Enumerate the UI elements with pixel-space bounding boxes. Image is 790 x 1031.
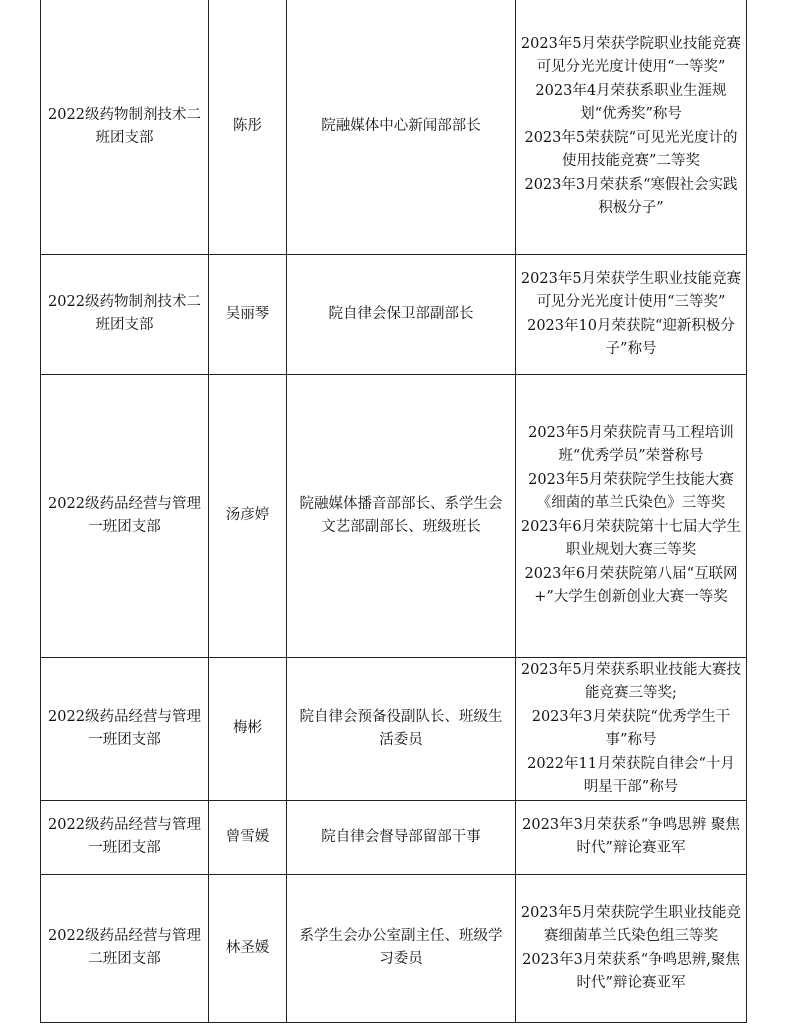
name-cell	[209, 657, 287, 800]
award-item: 2023年5月荣获系职业技能大赛技能竞赛三等奖;	[520, 661, 742, 701]
table-row	[41, 800, 747, 874]
name-cell	[209, 374, 287, 657]
position-cell	[287, 800, 516, 874]
branch-text: 2022级药品经营与管理一班团支部	[48, 495, 201, 535]
branch-cell	[41, 657, 209, 800]
award-item: 2023年6月荣获院第十七届大学生职业规划大赛三等奖	[520, 519, 742, 558]
name-cell	[209, 874, 287, 1022]
name-text: 林圣媛	[225, 939, 270, 956]
awards-cell	[516, 874, 747, 1022]
awards-cell	[516, 254, 747, 374]
awards-cell	[516, 0, 747, 254]
award-item: 2023年5荣获院“可见光光度计的使用技能竞赛”二等奖	[524, 130, 738, 170]
position-text: 系学生会办公室副主任、班级学习委员	[299, 928, 503, 967]
name-text: 曾雪媛	[225, 828, 270, 845]
branch-cell	[41, 0, 209, 254]
honors-table	[40, 0, 747, 1023]
branch-text: 2022级药品经营与管理一班团支部	[48, 817, 201, 856]
name-text: 吴丽琴	[225, 305, 270, 322]
award-item: 2023年3月荣获系“争鸣思辨,聚焦时代”辩论赛亚军	[522, 951, 740, 991]
awards-cell	[516, 657, 747, 800]
branch-text: 2022级药品经营与管理二班团支部	[48, 928, 201, 967]
award-item: 2023年5月荣获学院职业技能竞赛可见分光光度计使用“一等奖”	[520, 36, 742, 76]
award-item: 2022年11月荣获院自律会“十月明星干部”称号	[527, 755, 735, 795]
position-text: 院融媒体中心新闻部部长	[321, 118, 481, 135]
award-item: 2023年3月荣获院“优秀学生干事”称号	[531, 708, 731, 748]
branch-cell	[41, 374, 209, 657]
table-row	[41, 374, 747, 657]
position-cell	[287, 657, 516, 800]
awards-cell	[516, 374, 747, 657]
position-cell	[287, 0, 516, 254]
award-item: 2023年6月荣获院第八届“互联网+”大学生创新创业大赛一等奖	[524, 566, 738, 605]
honors-table-body	[41, 0, 747, 1022]
table-row	[41, 254, 747, 374]
position-cell	[287, 374, 516, 657]
position-text: 院融媒体播音部部长、系学生会文艺部副部长、班级班长	[299, 495, 503, 535]
award-item: 2023年5月荣获院学生职业技能竞赛细菌革兰氏染色组三等奖	[520, 904, 742, 944]
branch-text: 2022级药品经营与管理一班团支部	[48, 708, 201, 748]
award-item: 2023年3月荣获系“争鸣思辨 聚焦时代”辩论赛亚军	[522, 817, 740, 856]
position-cell	[287, 254, 516, 374]
award-item: 2023年3月荣获系“寒假社会实践积极分子”	[524, 177, 738, 217]
position-text: 院自律会督导部留部干事	[321, 828, 481, 845]
name-text: 陈彤	[233, 118, 262, 135]
name-cell	[209, 0, 287, 254]
award-item: 2023年5月荣获学生职业技能竞赛可见分光光度计使用“三等奖”	[520, 270, 742, 310]
awards-list	[516, 422, 746, 609]
branch-cell	[41, 874, 209, 1022]
awards-list	[516, 268, 746, 361]
awards-list	[516, 902, 746, 995]
awards-list	[516, 814, 746, 860]
awards-list	[516, 659, 746, 799]
branch-cell	[41, 254, 209, 374]
award-item: 2023年5月荣获院学生技能大赛《细菌的革兰氏染色》三等奖	[528, 472, 734, 511]
name-cell	[209, 254, 287, 374]
position-cell	[287, 874, 516, 1022]
name-cell	[209, 800, 287, 874]
table-row	[41, 874, 747, 1022]
awards-cell	[516, 800, 747, 874]
awards-list	[516, 33, 746, 220]
branch-text: 2022级药物制剂技术二班团支部	[48, 106, 201, 146]
branch-cell	[41, 800, 209, 874]
position-text: 院自律会预备役副队长、班级生活委员	[299, 708, 503, 748]
table-row	[41, 0, 747, 254]
award-item: 2023年4月荣获系职业生涯规划“优秀奖”称号	[535, 83, 727, 123]
position-text: 院自律会保卫部副部长	[328, 305, 474, 322]
branch-text: 2022级药物制剂技术二班团支部	[48, 294, 201, 333]
name-text: 汤彦婷	[225, 507, 270, 523]
award-item: 2023年10月荣获院“迎新积极分子”称号	[527, 317, 735, 357]
award-item: 2023年5月荣获院青马工程培训班“优秀学员”荣誉称号	[528, 425, 734, 464]
table-row	[41, 657, 747, 800]
name-text: 梅彬	[233, 720, 262, 736]
